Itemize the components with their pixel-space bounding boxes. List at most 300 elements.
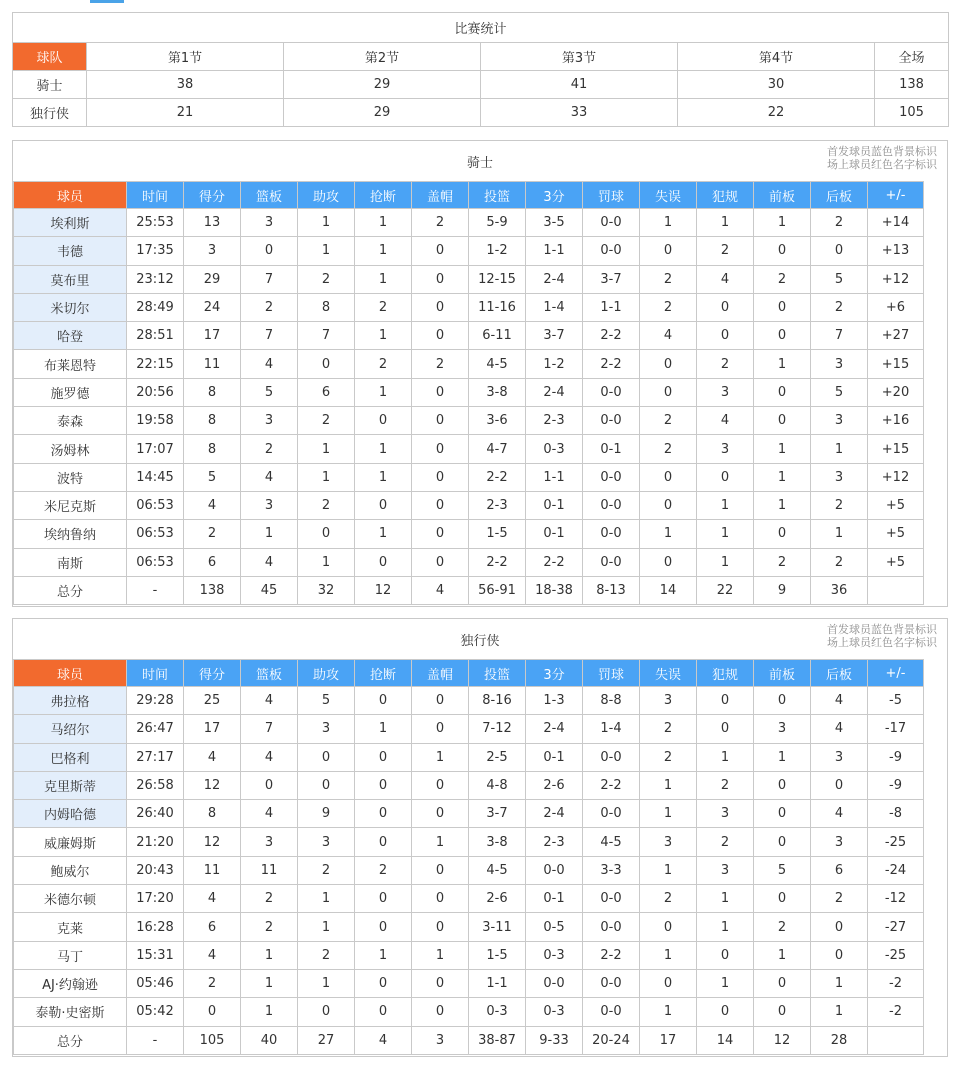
stat-cell: 0 <box>412 463 469 491</box>
total-cell: 38-87 <box>469 1026 526 1054</box>
stat-cell: +5 <box>868 548 924 576</box>
column-header: 篮板 <box>241 182 298 209</box>
stat-cell: 3 <box>241 828 298 856</box>
stat-cell: 0 <box>412 687 469 715</box>
stat-cell: 1 <box>811 435 868 463</box>
stat-cell: 1 <box>697 913 754 941</box>
stat-cell: 1 <box>241 941 298 969</box>
column-header: 罚球 <box>583 182 640 209</box>
score-cell: 38 <box>87 71 284 99</box>
stat-cell: 2 <box>640 715 697 743</box>
stat-cell: 1-5 <box>469 941 526 969</box>
stat-cell: 0-0 <box>526 856 583 884</box>
stat-cell: 1 <box>754 743 811 771</box>
stat-cell: 06:53 <box>127 491 184 519</box>
stat-cell: 0-0 <box>583 378 640 406</box>
stat-cell: 4 <box>811 715 868 743</box>
stat-cell: +20 <box>868 378 924 406</box>
player-name: 布莱恩特 <box>14 350 127 378</box>
stat-cell: 2-4 <box>526 378 583 406</box>
stat-cell: 0 <box>640 350 697 378</box>
stat-cell: 3-6 <box>469 407 526 435</box>
stat-cell: 0 <box>754 407 811 435</box>
stat-cell: -12 <box>868 885 924 913</box>
player-name: 米德尔顿 <box>14 885 127 913</box>
column-header: 篮板 <box>241 660 298 687</box>
team-name-cell: 独行侠 <box>13 99 87 127</box>
stat-cell: 0 <box>355 743 412 771</box>
stat-cell: 3 <box>241 491 298 519</box>
stat-cell: 29 <box>184 265 241 293</box>
stat-cell: +14 <box>868 209 924 237</box>
player-row <box>14 969 924 997</box>
stat-cell: 0 <box>298 771 355 799</box>
stat-cell: 0 <box>754 771 811 799</box>
stat-cell: 2 <box>412 350 469 378</box>
stat-cell: 8 <box>184 378 241 406</box>
player-name: 哈登 <box>14 322 127 350</box>
player-name: 泰森 <box>14 407 127 435</box>
player-name: AJ·约翰逊 <box>14 969 127 997</box>
stat-cell: 2-3 <box>469 491 526 519</box>
score-cell: 30 <box>678 71 875 99</box>
stat-cell: +15 <box>868 350 924 378</box>
stat-cell: 4 <box>241 548 298 576</box>
stat-cell: -25 <box>868 828 924 856</box>
stat-cell: 0 <box>298 998 355 1026</box>
player-name: 内姆哈德 <box>14 800 127 828</box>
stat-cell: 1 <box>298 463 355 491</box>
stat-cell: 0 <box>811 913 868 941</box>
stat-cell: 0 <box>754 800 811 828</box>
starter-note: 首发球员蓝色背景标识 <box>827 623 937 636</box>
stat-cell: 3 <box>298 828 355 856</box>
stat-cell: 0 <box>754 293 811 321</box>
stat-cell: 7 <box>811 322 868 350</box>
score-cell: 22 <box>678 99 875 127</box>
column-header: 得分 <box>184 182 241 209</box>
stat-cell: 0 <box>754 828 811 856</box>
column-header: 犯规 <box>697 660 754 687</box>
player-row <box>14 435 924 463</box>
stat-cell: 0 <box>697 998 754 1026</box>
total-cell: 27 <box>298 1026 355 1054</box>
stat-cell: 25:53 <box>127 209 184 237</box>
stat-cell: 5 <box>184 463 241 491</box>
column-header: +/- <box>868 660 924 687</box>
stat-cell: 2 <box>241 885 298 913</box>
stat-cell: +5 <box>868 491 924 519</box>
stat-cell: 2 <box>241 913 298 941</box>
stat-cell: 1 <box>754 491 811 519</box>
total-cell: 20-24 <box>583 1026 640 1054</box>
stat-cell: 0 <box>412 491 469 519</box>
stat-cell: 1-1 <box>469 969 526 997</box>
stat-cell: 1 <box>298 237 355 265</box>
stat-cell: 0 <box>754 969 811 997</box>
column-header: +/- <box>868 182 924 209</box>
player-row <box>14 463 924 491</box>
stat-cell: 0 <box>754 322 811 350</box>
stat-cell: 2-2 <box>583 771 640 799</box>
stat-cell: 1 <box>697 885 754 913</box>
stat-cell: 0-1 <box>526 491 583 519</box>
stat-cell: -2 <box>868 998 924 1026</box>
total-cell <box>868 576 924 604</box>
stat-cell: 5 <box>811 265 868 293</box>
stat-cell: 2 <box>298 265 355 293</box>
stat-cell: 1 <box>298 969 355 997</box>
stat-cell: 1 <box>754 350 811 378</box>
stat-cell: 0-3 <box>526 998 583 1026</box>
stat-cell: 2 <box>640 265 697 293</box>
stat-cell: 0 <box>355 828 412 856</box>
player-name: 波特 <box>14 463 127 491</box>
player-name: 克里斯蒂 <box>14 771 127 799</box>
stat-cell: 20:43 <box>127 856 184 884</box>
stat-cell: 0 <box>697 715 754 743</box>
stat-cell: 1 <box>355 265 412 293</box>
stat-cell: 0 <box>412 237 469 265</box>
stat-cell: 3 <box>640 687 697 715</box>
stat-cell: 3 <box>811 350 868 378</box>
stat-cell: 0 <box>412 322 469 350</box>
player-name: 米切尔 <box>14 293 127 321</box>
team-title: 独行侠 <box>460 634 500 649</box>
player-row <box>14 293 924 321</box>
stat-cell: 0-0 <box>583 520 640 548</box>
stat-cell: 2 <box>298 491 355 519</box>
stat-cell: 3 <box>697 856 754 884</box>
stat-cell: 1 <box>355 715 412 743</box>
player-row <box>14 378 924 406</box>
stat-cell: 3 <box>640 828 697 856</box>
stat-cell: 1 <box>754 463 811 491</box>
oncourt-note: 场上球员红色名字标识 <box>827 636 937 649</box>
stat-cell: 2-2 <box>526 548 583 576</box>
stat-cell: 0 <box>412 293 469 321</box>
stat-cell: 4 <box>811 687 868 715</box>
stat-cell: 2 <box>355 856 412 884</box>
team-header-cell: 球队 <box>13 43 87 71</box>
stat-cell: 3 <box>697 800 754 828</box>
stat-cell: 0 <box>355 969 412 997</box>
total-cell: 4 <box>355 1026 412 1054</box>
player-row <box>14 998 924 1026</box>
stat-cell: 1 <box>640 800 697 828</box>
player-row <box>14 520 924 548</box>
stat-cell: 2 <box>241 435 298 463</box>
stat-cell: 7 <box>241 322 298 350</box>
total-cell: 8-13 <box>583 576 640 604</box>
total-cell: 22 <box>697 576 754 604</box>
total-cell: 36 <box>811 576 868 604</box>
stat-cell: 1 <box>298 913 355 941</box>
stat-cell: 0 <box>640 237 697 265</box>
stat-cell: 0 <box>754 378 811 406</box>
player-row <box>14 548 924 576</box>
total-cell: 14 <box>697 1026 754 1054</box>
stat-cell: 0 <box>697 687 754 715</box>
cavaliers-boxscore <box>12 140 948 607</box>
stat-cell: 1 <box>412 743 469 771</box>
stat-cell: 20:56 <box>127 378 184 406</box>
stat-cell: 0 <box>697 293 754 321</box>
stat-cell: 0-0 <box>583 800 640 828</box>
stat-cell: 2-3 <box>526 828 583 856</box>
stat-cell: 16:28 <box>127 913 184 941</box>
stat-cell: 2 <box>640 293 697 321</box>
stat-cell: 6 <box>184 913 241 941</box>
stat-cell: -9 <box>868 771 924 799</box>
stat-cell: 1 <box>811 969 868 997</box>
stat-cell: 8 <box>184 407 241 435</box>
stat-cell: 8-8 <box>583 687 640 715</box>
header-cell: 第2节 <box>284 43 481 71</box>
total-cell: 105 <box>184 1026 241 1054</box>
column-header: 失误 <box>640 182 697 209</box>
stat-cell: 1 <box>754 435 811 463</box>
column-header: 后板 <box>811 660 868 687</box>
column-header: 球员 <box>14 660 127 687</box>
stat-cell: 2-6 <box>469 885 526 913</box>
stat-cell: 0 <box>412 771 469 799</box>
legend-note <box>827 145 937 171</box>
stat-cell: 0 <box>355 687 412 715</box>
column-header: 抢断 <box>355 182 412 209</box>
stat-cell: 1 <box>697 491 754 519</box>
stat-cell: 2 <box>184 520 241 548</box>
stat-cell: 3 <box>811 743 868 771</box>
column-header: 时间 <box>127 660 184 687</box>
stat-cell: 1 <box>298 548 355 576</box>
stat-cell: 1-3 <box>526 687 583 715</box>
stat-cell: 3 <box>241 407 298 435</box>
stats-header-row <box>14 660 924 687</box>
stat-cell: 1 <box>697 209 754 237</box>
total-cell: - <box>127 576 184 604</box>
stat-cell: 1-5 <box>469 520 526 548</box>
score-cell: 29 <box>284 99 481 127</box>
stat-cell: 2-2 <box>583 322 640 350</box>
stat-cell: 0 <box>355 913 412 941</box>
stat-cell: -25 <box>868 941 924 969</box>
stat-cell: 1 <box>754 941 811 969</box>
stat-cell: 2 <box>640 435 697 463</box>
stat-cell: 1-1 <box>526 237 583 265</box>
total-cell: 18-38 <box>526 576 583 604</box>
stat-cell: 11-16 <box>469 293 526 321</box>
stat-cell: 4-5 <box>583 828 640 856</box>
stat-cell: 4 <box>184 743 241 771</box>
player-name: 马丁 <box>14 941 127 969</box>
stat-cell: 2 <box>811 885 868 913</box>
stat-cell: 0 <box>412 715 469 743</box>
stat-cell: 1 <box>640 771 697 799</box>
total-cell: 17 <box>640 1026 697 1054</box>
stat-cell: 4 <box>241 350 298 378</box>
stat-cell: 0-0 <box>526 969 583 997</box>
stat-cell: 4-5 <box>469 350 526 378</box>
player-name: 施罗德 <box>14 378 127 406</box>
stat-cell: 29:28 <box>127 687 184 715</box>
stat-cell: 0 <box>298 743 355 771</box>
stat-cell: 2-2 <box>469 463 526 491</box>
stat-cell: 0 <box>640 548 697 576</box>
top-accent-bar <box>90 0 124 3</box>
stat-cell: 1 <box>355 322 412 350</box>
column-header: 得分 <box>184 660 241 687</box>
stat-cell: 1 <box>697 743 754 771</box>
total-label: 总分 <box>14 1026 127 1054</box>
stat-cell: 0-0 <box>583 548 640 576</box>
stat-cell: +15 <box>868 435 924 463</box>
player-name: 南斯 <box>14 548 127 576</box>
stat-cell: 0 <box>241 771 298 799</box>
stat-cell: 6 <box>184 548 241 576</box>
stat-cell: 0 <box>412 548 469 576</box>
stat-cell: 8 <box>298 293 355 321</box>
stat-cell: -8 <box>868 800 924 828</box>
stat-cell: 3 <box>811 828 868 856</box>
stat-cell: 1 <box>754 209 811 237</box>
stat-cell: 6-11 <box>469 322 526 350</box>
stat-cell: 1 <box>697 520 754 548</box>
stat-cell: 8 <box>184 800 241 828</box>
score-cell: 138 <box>875 71 949 99</box>
column-header: 盖帽 <box>412 182 469 209</box>
stat-cell: 0 <box>412 856 469 884</box>
column-header: 抢断 <box>355 660 412 687</box>
stat-cell: 21:20 <box>127 828 184 856</box>
stat-cell: 7 <box>241 715 298 743</box>
column-header: 失误 <box>640 660 697 687</box>
stat-cell: 0 <box>811 771 868 799</box>
stat-cell: 0 <box>697 941 754 969</box>
stat-cell: 2-3 <box>526 407 583 435</box>
stat-cell: 5 <box>754 856 811 884</box>
stat-cell: 2 <box>298 856 355 884</box>
stat-cell: 0-0 <box>583 491 640 519</box>
stat-cell: +16 <box>868 407 924 435</box>
stat-cell: 0 <box>754 885 811 913</box>
stat-cell: 0-3 <box>526 941 583 969</box>
stat-cell: 25 <box>184 687 241 715</box>
stat-cell: 2 <box>697 237 754 265</box>
stat-cell: 0-0 <box>583 743 640 771</box>
stat-cell: 4 <box>184 885 241 913</box>
stat-cell: 1 <box>298 209 355 237</box>
stat-cell: -27 <box>868 913 924 941</box>
stat-cell: 2 <box>754 548 811 576</box>
stat-cell: 7 <box>298 322 355 350</box>
stat-cell: 2-6 <box>526 771 583 799</box>
stat-cell: 1 <box>640 941 697 969</box>
player-row <box>14 715 924 743</box>
stat-cell: 12 <box>184 771 241 799</box>
stat-cell: 2 <box>811 209 868 237</box>
player-row <box>14 237 924 265</box>
total-row <box>14 576 924 604</box>
stat-cell: 3-7 <box>526 322 583 350</box>
player-name: 泰勒·史密斯 <box>14 998 127 1026</box>
player-row <box>14 856 924 884</box>
player-name: 威廉姆斯 <box>14 828 127 856</box>
score-cell: 29 <box>284 71 481 99</box>
player-name: 米尼克斯 <box>14 491 127 519</box>
stat-cell: 1 <box>355 237 412 265</box>
stat-cell: +5 <box>868 520 924 548</box>
stat-cell: 1 <box>355 435 412 463</box>
stat-cell: 0-0 <box>583 998 640 1026</box>
column-header: 3分 <box>526 182 583 209</box>
stat-cell: 15:31 <box>127 941 184 969</box>
stat-cell: 19:58 <box>127 407 184 435</box>
score-cell: 41 <box>481 71 678 99</box>
stat-cell: 4 <box>640 322 697 350</box>
stat-cell: 4 <box>184 941 241 969</box>
stat-cell: 3 <box>754 715 811 743</box>
stat-cell: 2-4 <box>526 715 583 743</box>
stat-cell: 2 <box>754 265 811 293</box>
stat-cell: 26:47 <box>127 715 184 743</box>
score-cell: 21 <box>87 99 284 127</box>
stat-cell: 28:49 <box>127 293 184 321</box>
stat-cell: 1 <box>811 520 868 548</box>
stat-cell: 0 <box>412 800 469 828</box>
stat-cell: 1 <box>355 463 412 491</box>
stat-cell: 4 <box>697 407 754 435</box>
stat-cell: 4-8 <box>469 771 526 799</box>
stat-cell: 0 <box>697 463 754 491</box>
stat-cell: 0 <box>412 378 469 406</box>
stat-cell: 3 <box>697 435 754 463</box>
stat-cell: 0-1 <box>526 885 583 913</box>
stat-cell: 0 <box>412 913 469 941</box>
total-row <box>14 1026 924 1054</box>
stat-cell: 2 <box>697 828 754 856</box>
stat-cell: 8 <box>184 435 241 463</box>
total-cell: - <box>127 1026 184 1054</box>
score-cell: 33 <box>481 99 678 127</box>
header-cell: 第1节 <box>87 43 284 71</box>
stat-cell: 17:20 <box>127 885 184 913</box>
stat-cell: 1 <box>697 548 754 576</box>
stat-cell: 4 <box>241 687 298 715</box>
stat-cell: 8-16 <box>469 687 526 715</box>
total-cell: 12 <box>355 576 412 604</box>
player-name: 韦德 <box>14 237 127 265</box>
stat-cell: 4-7 <box>469 435 526 463</box>
column-header: 犯规 <box>697 182 754 209</box>
total-cell: 138 <box>184 576 241 604</box>
stat-cell: 2 <box>697 771 754 799</box>
stat-cell: 2 <box>298 941 355 969</box>
stat-cell: 0 <box>640 463 697 491</box>
stat-cell: 2 <box>811 491 868 519</box>
stat-cell: 3-11 <box>469 913 526 941</box>
player-row <box>14 885 924 913</box>
stat-cell: 0-1 <box>583 435 640 463</box>
stat-cell: 0-0 <box>583 237 640 265</box>
player-name: 埃利斯 <box>14 209 127 237</box>
mavericks-boxscore <box>12 618 948 1057</box>
player-row <box>14 322 924 350</box>
player-name: 汤姆林 <box>14 435 127 463</box>
stat-cell: 1 <box>640 998 697 1026</box>
stat-cell: 2-5 <box>469 743 526 771</box>
stat-cell: 0-0 <box>583 885 640 913</box>
